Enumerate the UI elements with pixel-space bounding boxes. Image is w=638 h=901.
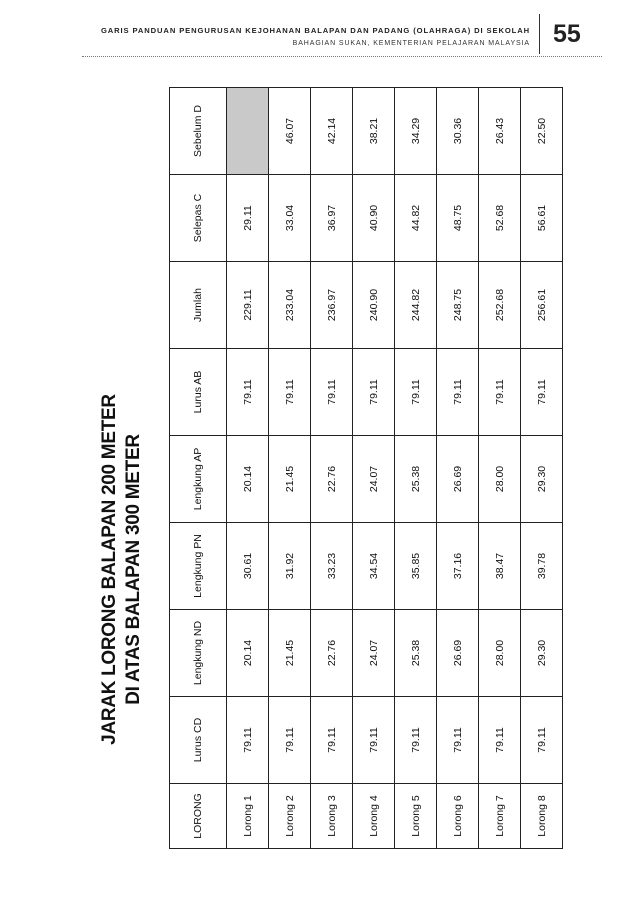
table-cell: 79.11 — [269, 349, 311, 436]
header-cell: Lengkung PN — [170, 523, 227, 610]
table-cell: 229.11 — [227, 262, 269, 349]
header-cell: Lurus AB — [170, 349, 227, 436]
header-cell: Lurus CD — [170, 697, 227, 784]
table-cell: 233.04 — [269, 262, 311, 349]
table-cell: 28.00 — [479, 610, 521, 697]
header-cell: LORONG — [170, 784, 227, 849]
table-row — [395, 88, 437, 849]
table-cell: 29.30 — [521, 610, 563, 697]
lane-label: Lorong 2 — [269, 784, 311, 849]
table-cell: 20.14 — [227, 436, 269, 523]
table-cell: 79.11 — [395, 697, 437, 784]
lane-label: Lorong 5 — [395, 784, 437, 849]
table-cell: 248.75 — [437, 262, 479, 349]
header-cell: Jumlah — [170, 262, 227, 349]
header-dotted-rule — [82, 56, 602, 57]
table-cell: 25.38 — [395, 610, 437, 697]
table-cell: 79.11 — [521, 697, 563, 784]
table-cell: 30.61 — [227, 523, 269, 610]
table-cell: 79.11 — [521, 349, 563, 436]
table-cell: 256.61 — [521, 262, 563, 349]
lane-label: Lorong 7 — [479, 784, 521, 849]
header-cell: Sebelum D — [170, 88, 227, 175]
running-header-title: GARIS PANDUAN PENGURUSAN KEJOHANAN BALAPAN DAN PADANG (OLAHRAGA) DI SEKOLAH — [100, 26, 530, 35]
table-cell: 236.97 — [311, 262, 353, 349]
table-cell: 44.82 — [395, 175, 437, 262]
table-cell: 244.82 — [395, 262, 437, 349]
title-line-2: DI ATAS BALAPAN 300 METER — [123, 434, 144, 705]
table-cell: 21.45 — [269, 436, 311, 523]
lane-label: Lorong 3 — [311, 784, 353, 849]
header-cell: Lengkung AP — [170, 436, 227, 523]
table-row — [227, 88, 269, 849]
table-row — [353, 88, 395, 849]
table-row — [521, 88, 563, 849]
table-header-row — [170, 88, 227, 849]
table-cell: 79.11 — [395, 349, 437, 436]
table-cell: 26.43 — [479, 88, 521, 175]
header-cell: Selepas C — [170, 175, 227, 262]
table-cell: 37.16 — [437, 523, 479, 610]
lane-distance-table — [169, 87, 563, 849]
table-cell: 24.07 — [353, 610, 395, 697]
lane-label: Lorong 8 — [521, 784, 563, 849]
table-cell: 29.30 — [521, 436, 563, 523]
table-cell: 79.11 — [353, 697, 395, 784]
table-cell: 33.04 — [269, 175, 311, 262]
table-cell: 39.78 — [521, 523, 563, 610]
table-cell: 30.36 — [437, 88, 479, 175]
running-header-subtitle: BAHAGIAN SUKAN, KEMENTERIAN PELAJARAN MALAYSIA — [292, 40, 530, 47]
table-cell: 48.75 — [437, 175, 479, 262]
table-cell: 34.54 — [353, 523, 395, 610]
table-cell: 22.76 — [311, 436, 353, 523]
table-row — [269, 88, 311, 849]
table-cell: 79.11 — [227, 697, 269, 784]
table-cell: 252.68 — [479, 262, 521, 349]
header-divider — [539, 14, 540, 54]
table-row — [437, 88, 479, 849]
table-row — [311, 88, 353, 849]
table-cell: 42.14 — [311, 88, 353, 175]
header-cell: Lengkung ND — [170, 610, 227, 697]
table-cell: 31.92 — [269, 523, 311, 610]
table-cell: 20.14 — [227, 610, 269, 697]
table-title — [98, 290, 146, 849]
table-row — [479, 88, 521, 849]
table-cell: 22.50 — [521, 88, 563, 175]
table-cell: 24.07 — [353, 436, 395, 523]
table-cell: 52.68 — [479, 175, 521, 262]
table-cell: 79.11 — [269, 697, 311, 784]
table-cell: 79.11 — [227, 349, 269, 436]
table-cell: 79.11 — [311, 349, 353, 436]
table-cell: 40.90 — [353, 175, 395, 262]
table-cell: 56.61 — [521, 175, 563, 262]
table-cell: 26.69 — [437, 436, 479, 523]
table-cell: 79.11 — [479, 697, 521, 784]
title-line-1: JARAK LORONG BALAPAN 200 METER — [99, 394, 120, 745]
table-cell: 22.76 — [311, 610, 353, 697]
table-cell: 25.38 — [395, 436, 437, 523]
table-cell: 79.11 — [437, 697, 479, 784]
table-cell: 36.97 — [311, 175, 353, 262]
table-cell: 79.11 — [479, 349, 521, 436]
table-cell: 38.47 — [479, 523, 521, 610]
table-cell: 79.11 — [311, 697, 353, 784]
lane-label: Lorong 1 — [227, 784, 269, 849]
lane-label: Lorong 4 — [353, 784, 395, 849]
table-cell: 38.21 — [353, 88, 395, 175]
table-cell: 28.00 — [479, 436, 521, 523]
table-cell: 240.90 — [353, 262, 395, 349]
lane-label: Lorong 6 — [437, 784, 479, 849]
table-cell: 79.11 — [353, 349, 395, 436]
table-cell: 35.85 — [395, 523, 437, 610]
table-cell: 34.29 — [395, 88, 437, 175]
table-cell: 21.45 — [269, 610, 311, 697]
page-number: 55 — [553, 20, 581, 48]
table-cell: 46.07 — [269, 88, 311, 175]
table-cell: 33.23 — [311, 523, 353, 610]
table-cell: 79.11 — [437, 349, 479, 436]
shaded-empty-cell — [227, 88, 269, 175]
table-cell: 26.69 — [437, 610, 479, 697]
rotated-content — [98, 88, 548, 849]
table-cell: 29.11 — [227, 175, 269, 262]
